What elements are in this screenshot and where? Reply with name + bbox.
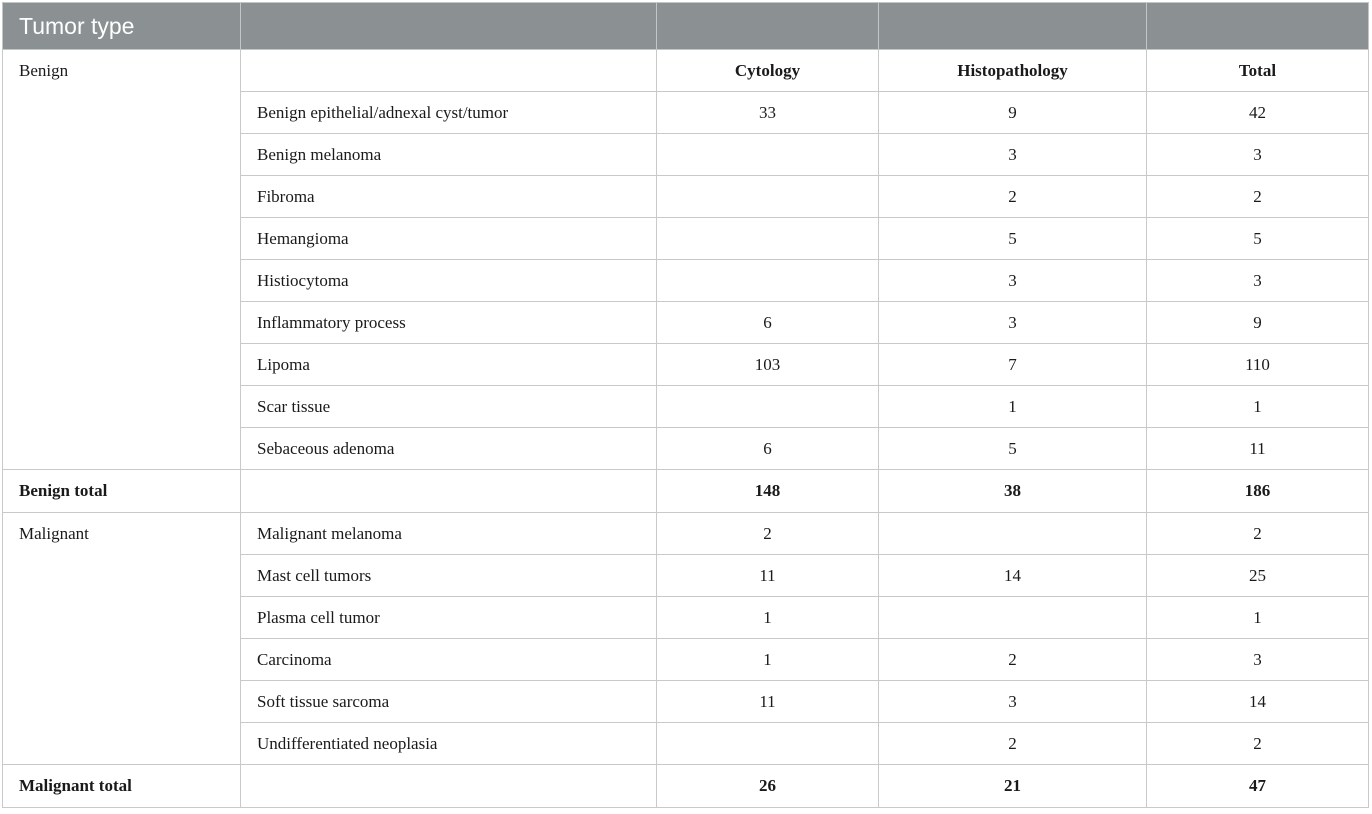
total-cell: 3 <box>1147 639 1369 681</box>
cytology-cell <box>657 218 879 260</box>
row-label: Histiocytoma <box>241 260 657 302</box>
total-cell: 110 <box>1147 344 1369 386</box>
row-label: Benign melanoma <box>241 134 657 176</box>
cytology-cell: 103 <box>657 344 879 386</box>
table-title: Tumor type <box>3 3 241 50</box>
total-cell: 11 <box>1147 428 1369 470</box>
total-cell: 5 <box>1147 218 1369 260</box>
total-cell: 14 <box>1147 681 1369 723</box>
histopathology-cell <box>879 513 1147 555</box>
total-cell: 3 <box>1147 260 1369 302</box>
benign-total-row <box>3 470 1369 513</box>
total-cell: 25 <box>1147 555 1369 597</box>
total-cell: 42 <box>1147 92 1369 134</box>
histopathology-cell: 5 <box>879 428 1147 470</box>
row-label: Scar tissue <box>241 386 657 428</box>
total-cell: 2 <box>1147 723 1369 765</box>
row-label: Malignant melanoma <box>241 513 657 555</box>
cytology-total-cell: 26 <box>657 765 879 808</box>
header-blank-cell <box>657 3 879 50</box>
histopathology-cell: 5 <box>879 218 1147 260</box>
total-blank-cell <box>241 470 657 513</box>
cytology-cell: 11 <box>657 555 879 597</box>
histopathology-total-cell: 21 <box>879 765 1147 808</box>
total-cell: 2 <box>1147 176 1369 218</box>
histopathology-cell: 2 <box>879 176 1147 218</box>
row-label: Sebaceous adenoma <box>241 428 657 470</box>
histopathology-total-cell: 38 <box>879 470 1147 513</box>
row-label: Hemangioma <box>241 218 657 260</box>
histopathology-cell: 2 <box>879 723 1147 765</box>
column-header-histopathology: Histopathology <box>879 50 1147 92</box>
cytology-cell: 33 <box>657 92 879 134</box>
benign-total-label: Benign total <box>3 470 241 513</box>
column-header-total: Total <box>1147 50 1369 92</box>
column-header-row <box>3 50 1369 92</box>
header-blank-cell <box>879 3 1147 50</box>
total-cell: 2 <box>1147 513 1369 555</box>
row-label: Fibroma <box>241 176 657 218</box>
histopathology-cell: 3 <box>879 681 1147 723</box>
header-blank-cell <box>241 3 657 50</box>
cytology-cell: 6 <box>657 302 879 344</box>
table-row <box>3 513 1369 555</box>
header-row <box>3 3 1369 50</box>
cytology-cell <box>657 176 879 218</box>
cytology-cell <box>657 134 879 176</box>
cytology-cell <box>657 260 879 302</box>
total-cell: 3 <box>1147 134 1369 176</box>
total-cell: 1 <box>1147 597 1369 639</box>
cytology-cell: 1 <box>657 639 879 681</box>
cytology-cell: 2 <box>657 513 879 555</box>
column-header-blank <box>241 50 657 92</box>
cytology-cell: 1 <box>657 597 879 639</box>
row-label: Inflammatory process <box>241 302 657 344</box>
histopathology-cell: 3 <box>879 302 1147 344</box>
cytology-cell: 6 <box>657 428 879 470</box>
row-label: Soft tissue sarcoma <box>241 681 657 723</box>
total-cell: 9 <box>1147 302 1369 344</box>
total-blank-cell <box>241 765 657 808</box>
histopathology-cell: 3 <box>879 134 1147 176</box>
benign-group-label: Benign <box>3 50 241 470</box>
histopathology-cell: 7 <box>879 344 1147 386</box>
histopathology-cell: 9 <box>879 92 1147 134</box>
cytology-cell <box>657 723 879 765</box>
cytology-cell <box>657 386 879 428</box>
header-blank-cell <box>1147 3 1369 50</box>
tumor-type-table <box>2 2 1369 808</box>
histopathology-cell: 2 <box>879 639 1147 681</box>
row-label: Lipoma <box>241 344 657 386</box>
row-label: Mast cell tumors <box>241 555 657 597</box>
malignant-total-row <box>3 765 1369 808</box>
malignant-group-label: Malignant <box>3 513 241 765</box>
malignant-total-label: Malignant total <box>3 765 241 808</box>
histopathology-cell: 1 <box>879 386 1147 428</box>
row-label: Carcinoma <box>241 639 657 681</box>
grand-total-cell: 47 <box>1147 765 1369 808</box>
total-cell: 1 <box>1147 386 1369 428</box>
row-label: Undifferentiated neoplasia <box>241 723 657 765</box>
grand-total-cell: 186 <box>1147 470 1369 513</box>
histopathology-cell <box>879 597 1147 639</box>
row-label: Benign epithelial/adnexal cyst/tumor <box>241 92 657 134</box>
cytology-total-cell: 148 <box>657 470 879 513</box>
histopathology-cell: 14 <box>879 555 1147 597</box>
histopathology-cell: 3 <box>879 260 1147 302</box>
column-header-cytology: Cytology <box>657 50 879 92</box>
cytology-cell: 11 <box>657 681 879 723</box>
row-label: Plasma cell tumor <box>241 597 657 639</box>
